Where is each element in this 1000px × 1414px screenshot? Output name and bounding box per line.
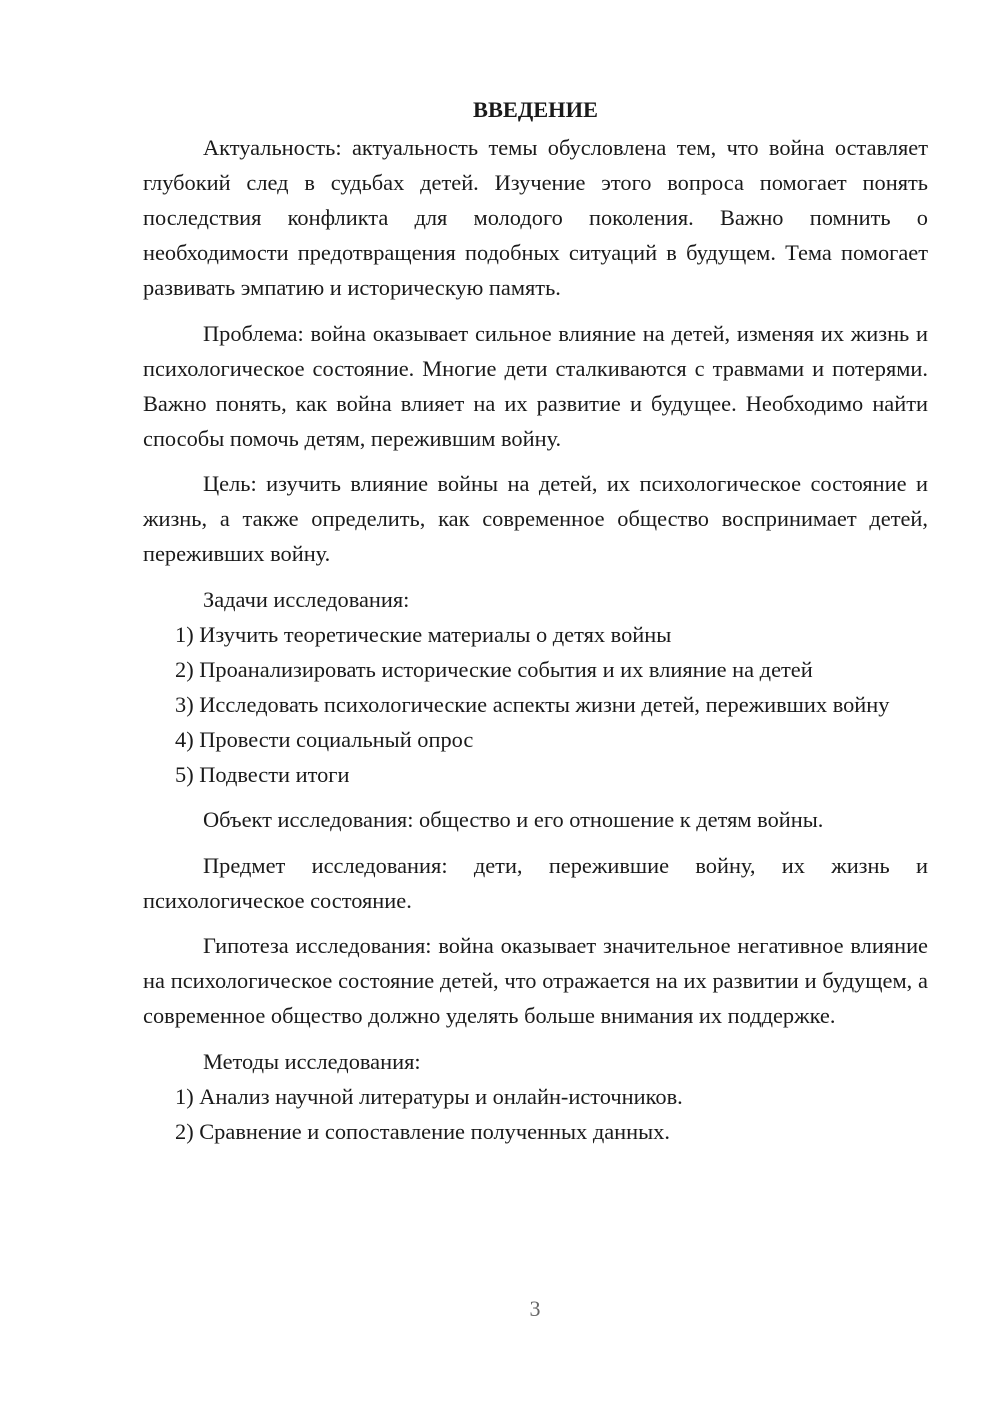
object-paragraph: Объект исследования: общество и его отношение к детям войны. [203, 807, 824, 832]
page-title: ВВЕДЕНИЕ [473, 97, 598, 122]
subject-paragraph: Предмет исследования: дети, пережившие войну, их жизнь и психологическое состояние. [143, 852, 928, 913]
hypothesis-paragraph: Гипотеза исследования: война оказывает значительное негативное влияние на психологическое состояние детей, что отражается на их развитии и будущем, а современное общество должно уделять больше внимания их поддержке. [143, 933, 928, 1028]
task-item-3: 3) Исследовать психологические аспекты жизни детей, переживших войну [175, 691, 890, 717]
method-item-2: 2) Сравнение и сопоставление полученных данных. [175, 1118, 670, 1144]
document-page [143, 90, 928, 1149]
page-number: 3 [529, 1296, 541, 1321]
task-item-4: 4) Провести социальный опрос [175, 726, 474, 752]
task-item-5: 5) Подвести итоги [175, 761, 350, 787]
task-item-2: 2) Проанализировать исторические события и их влияние на детей [175, 656, 813, 682]
methods-heading: Методы исследования: [203, 1048, 421, 1074]
tasks-heading: Задачи исследования: [203, 586, 410, 612]
task-item-1: 1) Изучить теоретические материалы о детях войны [175, 621, 672, 647]
relevance-paragraph: Актуальность: актуальность темы обусловлена тем, что война оставляет глубокий след в судьбах детей. Изучение этого вопроса помогает понять последствия конфликта для молодого поколения. Важно помнить о необходимости предотвращения подобных ситуаций в будущем. Тема помогает развивать эмпатию и историческую память. [143, 135, 928, 300]
problem-paragraph: Проблема: война оказывает сильное влияние на детей, изменяя их жизнь и психологическое состояние. Многие дети сталкиваются с травмами и потерями. Важно понять, как война влияет на их развитие и будущее. Необходимо найти способы помочь детям, пережившим войну. [143, 320, 928, 451]
method-item-1: 1) Анализ научной литературы и онлайн-источников. [175, 1083, 683, 1109]
goal-paragraph: Цель: изучить влияние войны на детей, их психологическое состояние и жизнь, а также определить, как современное общество воспринимает детей, переживших войну. [143, 471, 928, 566]
